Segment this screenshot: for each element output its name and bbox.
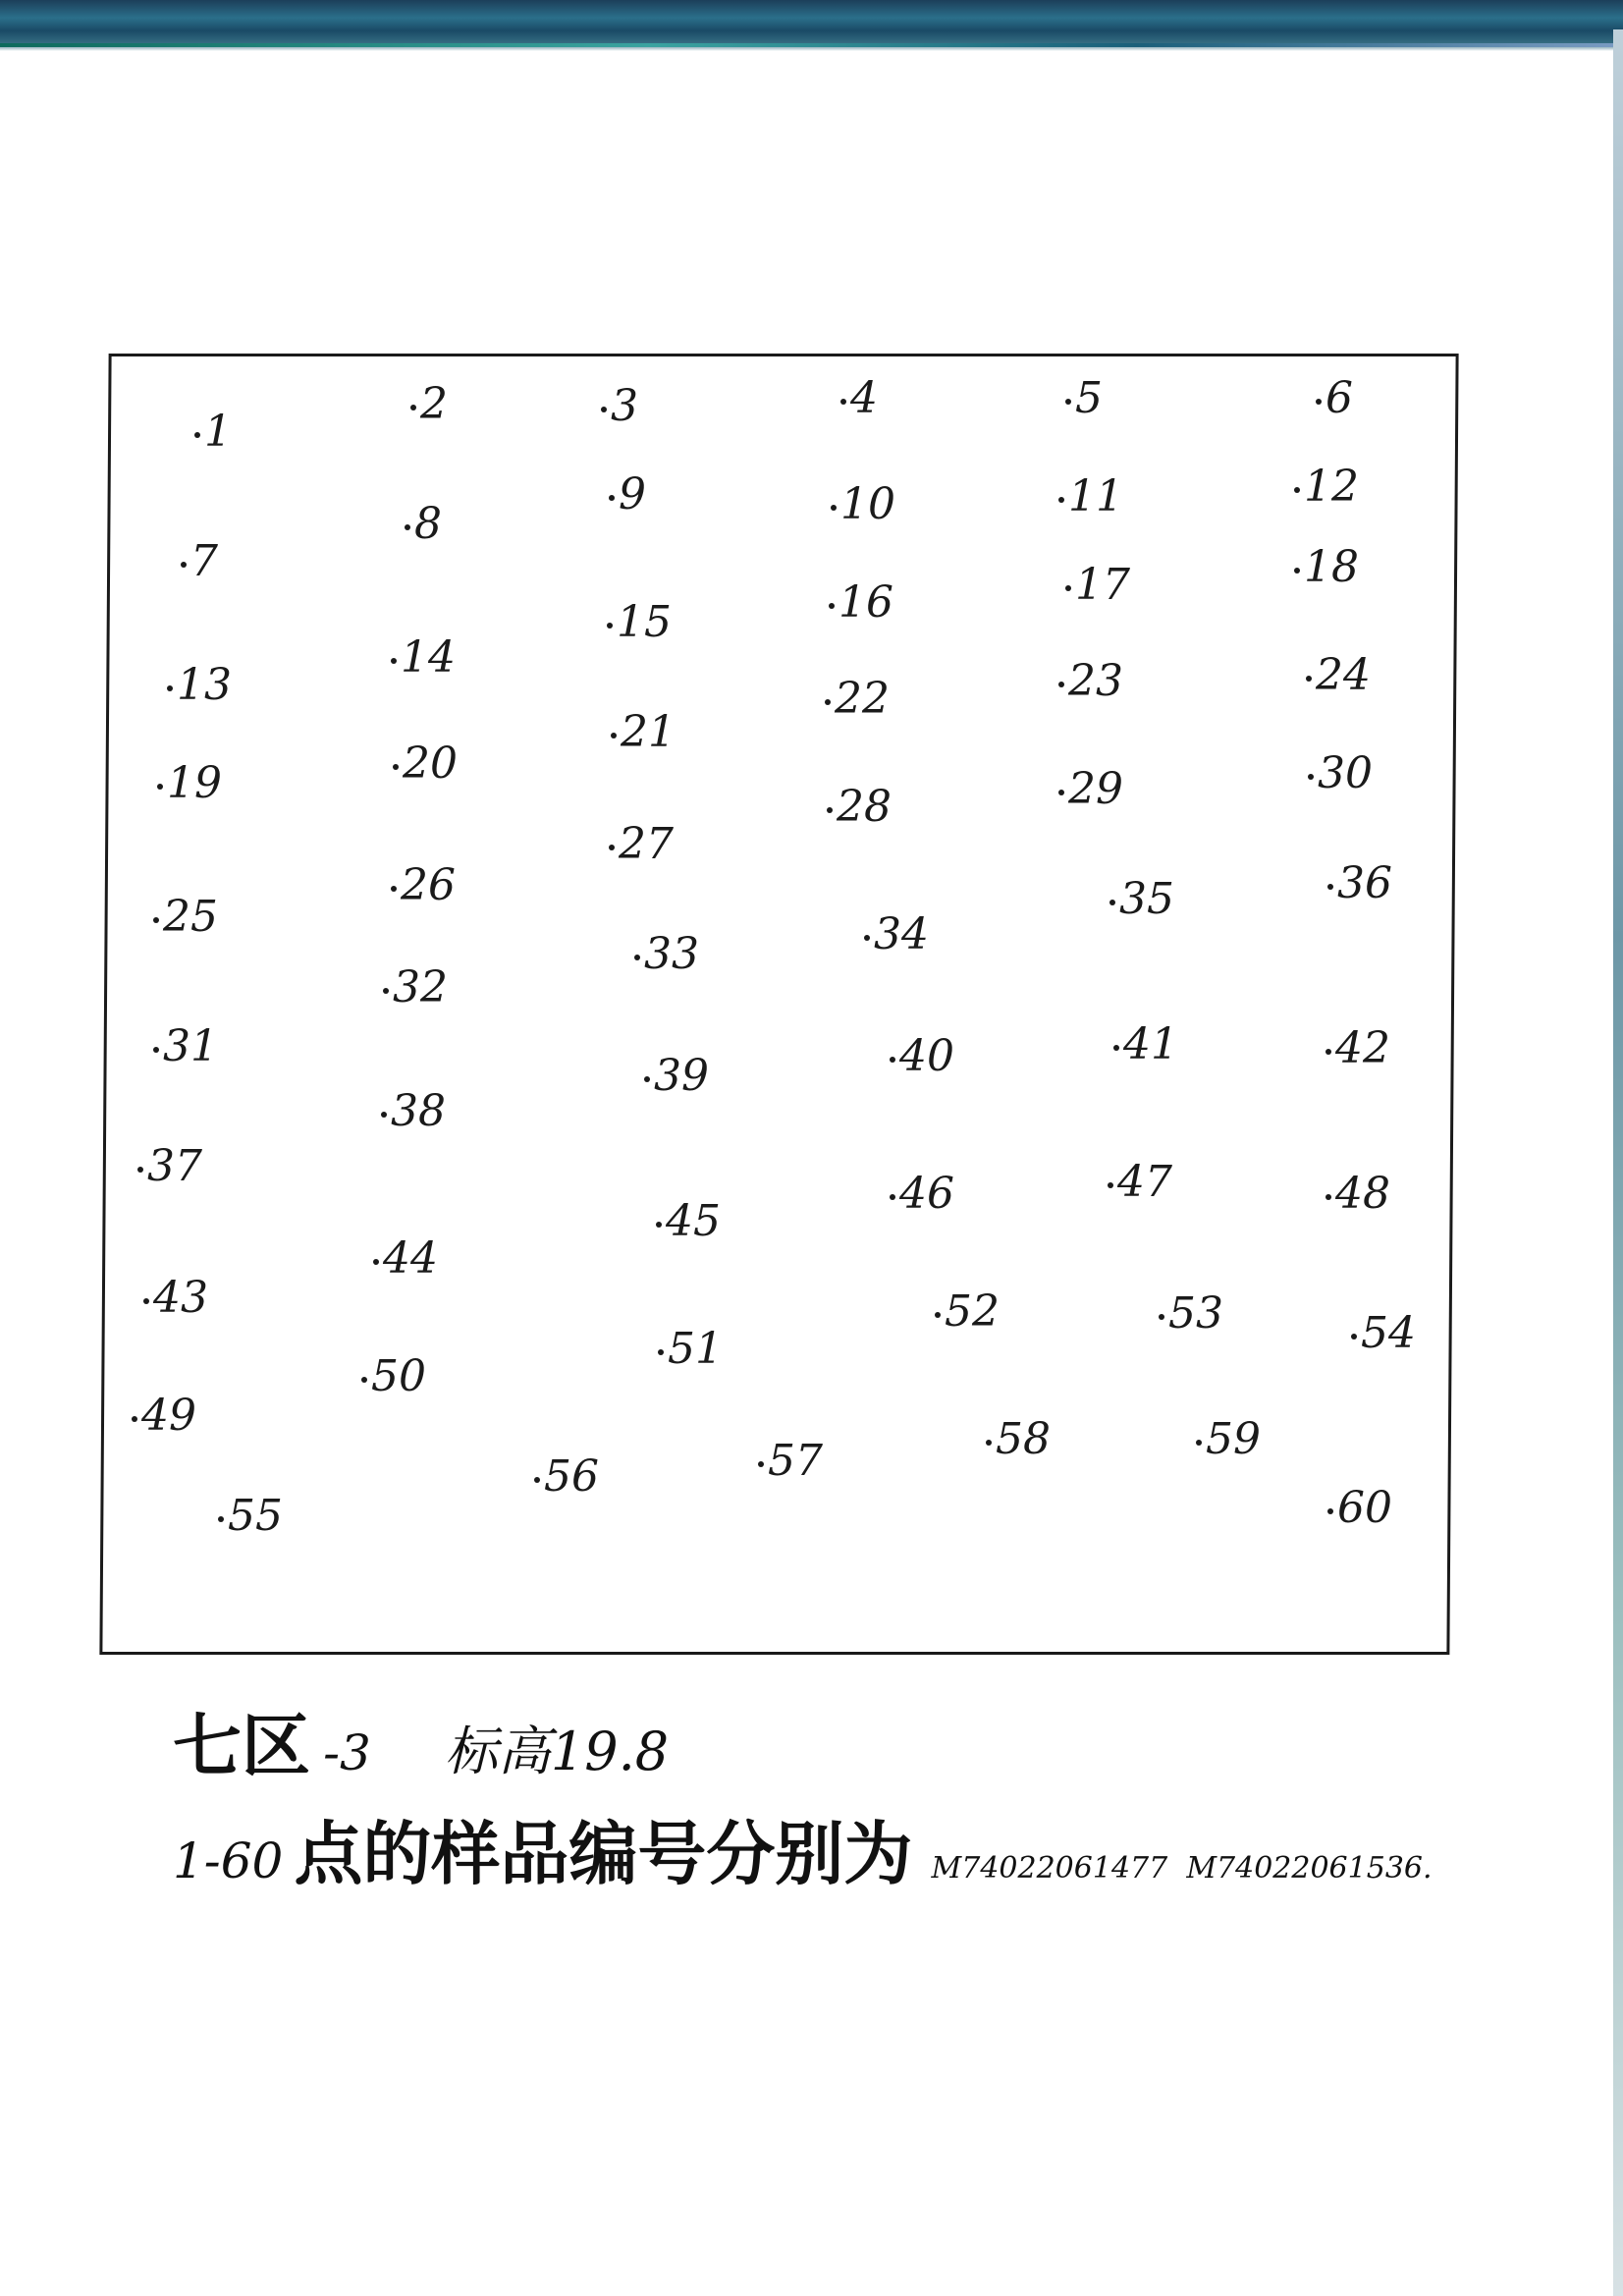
point-number: 12 [1304,462,1359,512]
point-number: 11 [1068,471,1123,521]
sample-point [137,1141,202,1191]
sample-point [167,660,232,710]
point-number: 52 [945,1286,1000,1337]
sample-point [1065,373,1103,423]
point-number: 44 [383,1233,438,1284]
point-number: 51 [668,1324,723,1374]
point-number: 31 [163,1021,218,1071]
sample-point [194,407,232,457]
point-number: 45 [666,1196,721,1246]
sample-point [157,758,222,808]
sample-point [373,1233,438,1284]
zone-suffix: -3 [323,1724,371,1781]
point-number: 27 [619,819,674,869]
point-number: 6 [1325,373,1353,423]
point-number: 19 [167,758,222,808]
sample-point [391,632,456,683]
sample-point [1294,542,1359,592]
sample-point [1196,1414,1261,1464]
sample-point [405,499,442,549]
point-number: 33 [644,929,699,979]
point-number: 15 [617,597,672,647]
sample-point [153,1021,218,1071]
sample-point [634,929,699,979]
sample-point [181,536,218,586]
sample-point [1058,764,1123,814]
point-number: 43 [153,1273,208,1323]
point-number: 16 [839,577,893,628]
point-number: 17 [1075,560,1130,610]
sample-point [607,597,672,647]
sample-point [890,1169,954,1219]
point-number: 34 [874,909,929,959]
sample-id-end: M74022061536. [1186,1851,1433,1886]
sample-point [864,909,929,959]
sample-point [381,1086,446,1136]
sample-point [1113,1019,1178,1069]
sample-point [383,962,448,1012]
sample-point [391,860,456,910]
sample-point [1159,1288,1223,1339]
sample-point [601,381,638,431]
sample-point [218,1491,283,1541]
point-number: 54 [1361,1308,1416,1358]
point-number: 41 [1123,1019,1178,1069]
sample-point [393,738,458,789]
sample-point [656,1196,721,1246]
point-number: 25 [163,892,218,942]
point-number: 59 [1206,1414,1261,1464]
point-number: 42 [1335,1023,1390,1073]
sample-point [410,379,448,429]
sample-point [1306,650,1371,700]
point-number: 38 [391,1086,446,1136]
sample-point [829,577,893,628]
sample-point [986,1414,1051,1464]
point-number: 22 [835,674,890,724]
point-number: 23 [1068,656,1123,706]
point-number: 60 [1337,1483,1392,1533]
sample-point [658,1324,723,1374]
point-number: 30 [1318,748,1373,798]
point-number: 29 [1068,764,1123,814]
point-number: 24 [1316,650,1371,700]
point-number: 46 [899,1169,954,1219]
sample-point [1058,656,1123,706]
point-number: 57 [768,1436,823,1486]
point-number: 26 [401,860,456,910]
point-number: 1 [204,407,232,457]
sample-id-start: M74022061477 [931,1851,1168,1886]
sample-point [611,707,676,757]
scan-top-band [0,0,1623,51]
point-number: 13 [177,660,232,710]
zone-label: 七区 [173,1706,310,1786]
sample-point [644,1051,709,1101]
sample-point [1325,1169,1390,1219]
caption-sample-line [173,1799,1433,1898]
sample-point [1327,858,1392,908]
point-number: 55 [228,1491,283,1541]
point-number: 10 [840,479,895,529]
point-number: 9 [619,469,646,519]
point-number: 49 [141,1391,196,1441]
sample-point [153,892,218,942]
caption-zone-line [173,1691,669,1790]
sample-point [825,674,890,724]
point-number: 18 [1304,542,1359,592]
sample-point [609,469,646,519]
sample-point [609,819,674,869]
sample-point [890,1031,954,1081]
point-number: 39 [654,1051,709,1101]
sample-point [935,1286,1000,1337]
sample-point [361,1351,426,1401]
point-number: 20 [403,738,458,789]
point-number: 47 [1117,1157,1172,1207]
sample-point [1327,1483,1392,1533]
sample-point [1109,874,1174,924]
point-number: 21 [621,707,676,757]
point-number: 58 [996,1414,1051,1464]
point-number: 35 [1119,874,1174,924]
point-number: 56 [544,1451,599,1502]
elevation-note: 标高19.8 [444,1721,670,1782]
sample-point [758,1436,823,1486]
sample-point [1351,1308,1416,1358]
point-number: 2 [420,379,448,429]
sample-point [831,479,895,529]
sample-point [1316,373,1353,423]
sample-point [534,1451,599,1502]
point-number: 14 [401,632,456,683]
point-number: 4 [850,373,878,423]
point-number: 5 [1075,373,1103,423]
sample-point [143,1273,208,1323]
point-range: 1-60 [173,1832,284,1889]
point-number: 40 [899,1031,954,1081]
point-number: 53 [1168,1288,1223,1339]
sample-point [1294,462,1359,512]
point-number: 7 [190,536,218,586]
sample-point [1108,1157,1172,1207]
sample-point [1308,748,1373,798]
point-number: 48 [1335,1169,1390,1219]
sample-point [827,782,892,832]
sample-point [1325,1023,1390,1073]
point-number: 32 [393,962,448,1012]
sample-point [840,373,878,423]
sample-id-label: 点的样品编号分别为 [294,1814,913,1894]
sample-point [1065,560,1130,610]
sample-point [1058,471,1123,521]
point-number: 36 [1337,858,1392,908]
point-number: 50 [371,1351,426,1401]
point-number: 28 [837,782,892,832]
point-number: 37 [147,1141,202,1191]
scan-right-edge [1613,29,1623,2296]
point-number: 3 [611,381,638,431]
sample-point [132,1391,196,1441]
point-number: 8 [414,499,442,549]
